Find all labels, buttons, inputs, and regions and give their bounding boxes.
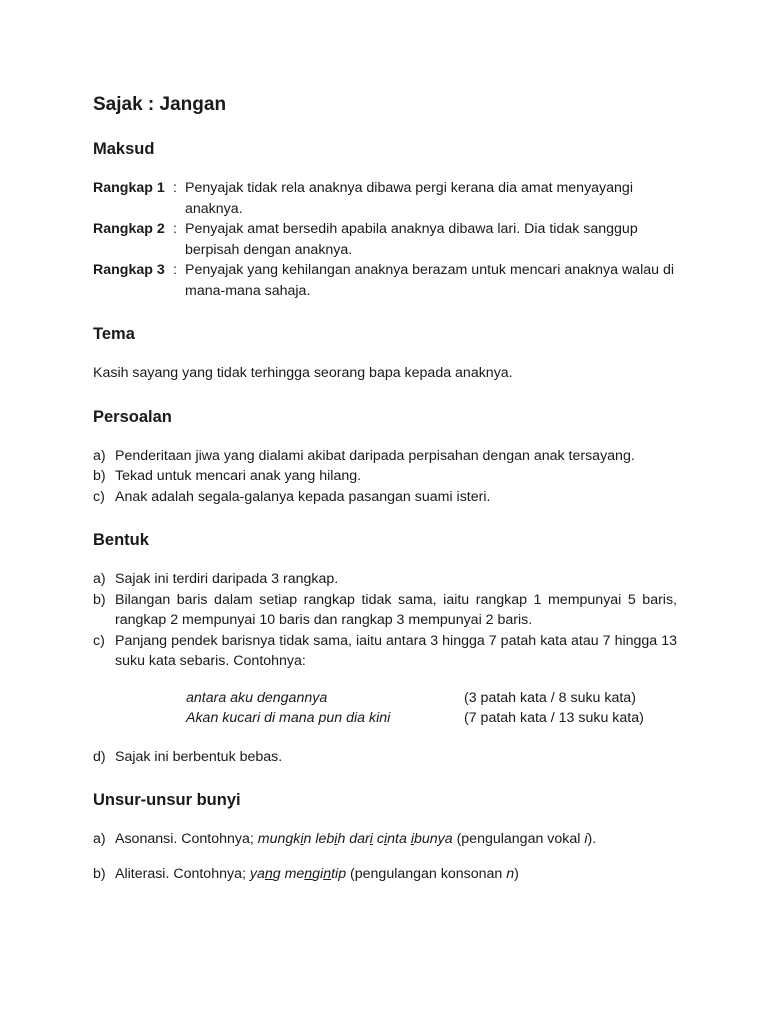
asonansi-text <box>115 829 677 850</box>
list-marker: b) <box>93 468 106 484</box>
aliterasi-prefix: Aliterasi. Contohnya; <box>115 865 250 882</box>
list-text: Anak adalah segala-galanya kepada pasangan suami isteri. <box>115 488 491 505</box>
asonansi-vowel: i <box>584 831 588 847</box>
unsur-section <box>93 789 677 884</box>
rangkap-label: Rangkap 2 <box>93 221 165 237</box>
rangkap-row <box>93 178 677 219</box>
aliterasi-end: ) <box>514 865 519 882</box>
colon: : <box>173 221 177 237</box>
rangkap-row <box>93 219 677 260</box>
rangkap-text: Penyajak amat bersedih apabila anaknya dibawa lari. Dia tidak sanggup berpisah dengan anaknya. <box>185 221 638 258</box>
example-line: antara aku dengannya <box>186 689 328 706</box>
list-item-asonansi <box>93 829 677 850</box>
unsur-list <box>93 829 677 884</box>
example-count: (7 patah kata / 13 suku kata) <box>464 710 644 726</box>
list-item <box>93 747 677 768</box>
rangkap-row <box>93 260 677 301</box>
tema-text: Kasih sayang yang tidak terhingga seorang bapa kepada anaknya. <box>93 365 513 381</box>
list-text: Sajak ini berbentuk bebas. <box>115 748 283 765</box>
list-marker: b) <box>93 865 106 882</box>
aliterasi-text <box>115 864 677 885</box>
list-marker: a) <box>93 447 106 464</box>
bentuk-list <box>93 569 677 672</box>
maksud-heading: Maksud <box>93 140 155 158</box>
list-marker: c) <box>93 488 105 505</box>
list-item-aliterasi <box>93 864 677 885</box>
example-row <box>186 708 677 729</box>
tema-section <box>93 323 677 384</box>
list-text: Panjang pendek barisnya tidak sama, iaitu antara 3 hingga 7 patah kata atau 7 hingga 13 suku kata sebaris. Contohnya: <box>115 632 677 669</box>
persoalan-section <box>93 406 677 508</box>
asonansi-suffix: (pengulangan vokal <box>452 831 585 847</box>
aliterasi-example: yang mengintip <box>249 865 347 882</box>
asonansi-example: mungkin lebih dari cinta ibunya <box>257 831 453 847</box>
tema-heading: Tema <box>93 325 135 343</box>
maksud-section <box>93 138 677 301</box>
rangkap-label: Rangkap 1 <box>93 180 165 196</box>
aliterasi-consonant: n <box>506 865 515 882</box>
list-item <box>93 590 677 631</box>
list-marker: d) <box>93 748 106 765</box>
asonansi-end: ). <box>587 831 597 847</box>
example-line: Akan kucari di mana pun dia kini <box>186 710 391 726</box>
list-item <box>93 631 677 672</box>
bentuk-list-d <box>93 747 677 768</box>
aliterasi-suffix: (pengulangan konsonan <box>346 865 507 882</box>
persoalan-heading: Persoalan <box>93 407 172 426</box>
list-item <box>93 487 677 508</box>
rangkap-label: Rangkap 3 <box>93 262 165 278</box>
colon: : <box>173 180 177 196</box>
bentuk-section <box>93 529 677 767</box>
list-item <box>93 466 677 487</box>
list-text: Penderitaan jiwa yang dialami akibat daripada perpisahan dengan anak tersayang. <box>115 447 635 464</box>
asonansi-prefix: Asonansi. Contohnya; <box>115 831 258 847</box>
document-page <box>93 92 677 906</box>
page-title: Sajak : Jangan <box>93 94 227 115</box>
list-text: Sajak ini terdiri daripada 3 rangkap. <box>115 571 339 587</box>
list-item <box>93 569 677 590</box>
colon: : <box>173 262 177 278</box>
persoalan-list <box>93 446 677 508</box>
list-item <box>93 446 677 467</box>
rangkap-text: Penyajak yang kehilangan anaknya berazam untuk mencari anaknya walau di mana-mana sahaja. <box>185 262 674 299</box>
example-count: (3 patah kata / 8 suku kata) <box>464 689 636 706</box>
unsur-heading: Unsur-unsur bunyi <box>93 791 241 809</box>
list-text: Bilangan baris dalam setiap rangkap tidak sama, iaitu rangkap 1 mempunyai 5 baris, rangkap 2 mempunyai 10 baris dan rangkap 3 mempunyai 2 baris. <box>115 591 677 628</box>
list-text: Tekad untuk mencari anak yang hilang. <box>115 468 362 484</box>
spacer <box>93 850 677 864</box>
example-table <box>186 688 677 729</box>
list-marker: c) <box>93 632 105 649</box>
rangkap-text: Penyajak tidak rela anaknya dibawa pergi kerana dia amat menyayangi anaknya. <box>185 180 633 217</box>
example-row <box>186 688 677 709</box>
list-marker: b) <box>93 591 106 608</box>
list-marker: a) <box>93 571 106 587</box>
bentuk-heading: Bentuk <box>93 531 149 549</box>
list-marker: a) <box>93 831 106 847</box>
